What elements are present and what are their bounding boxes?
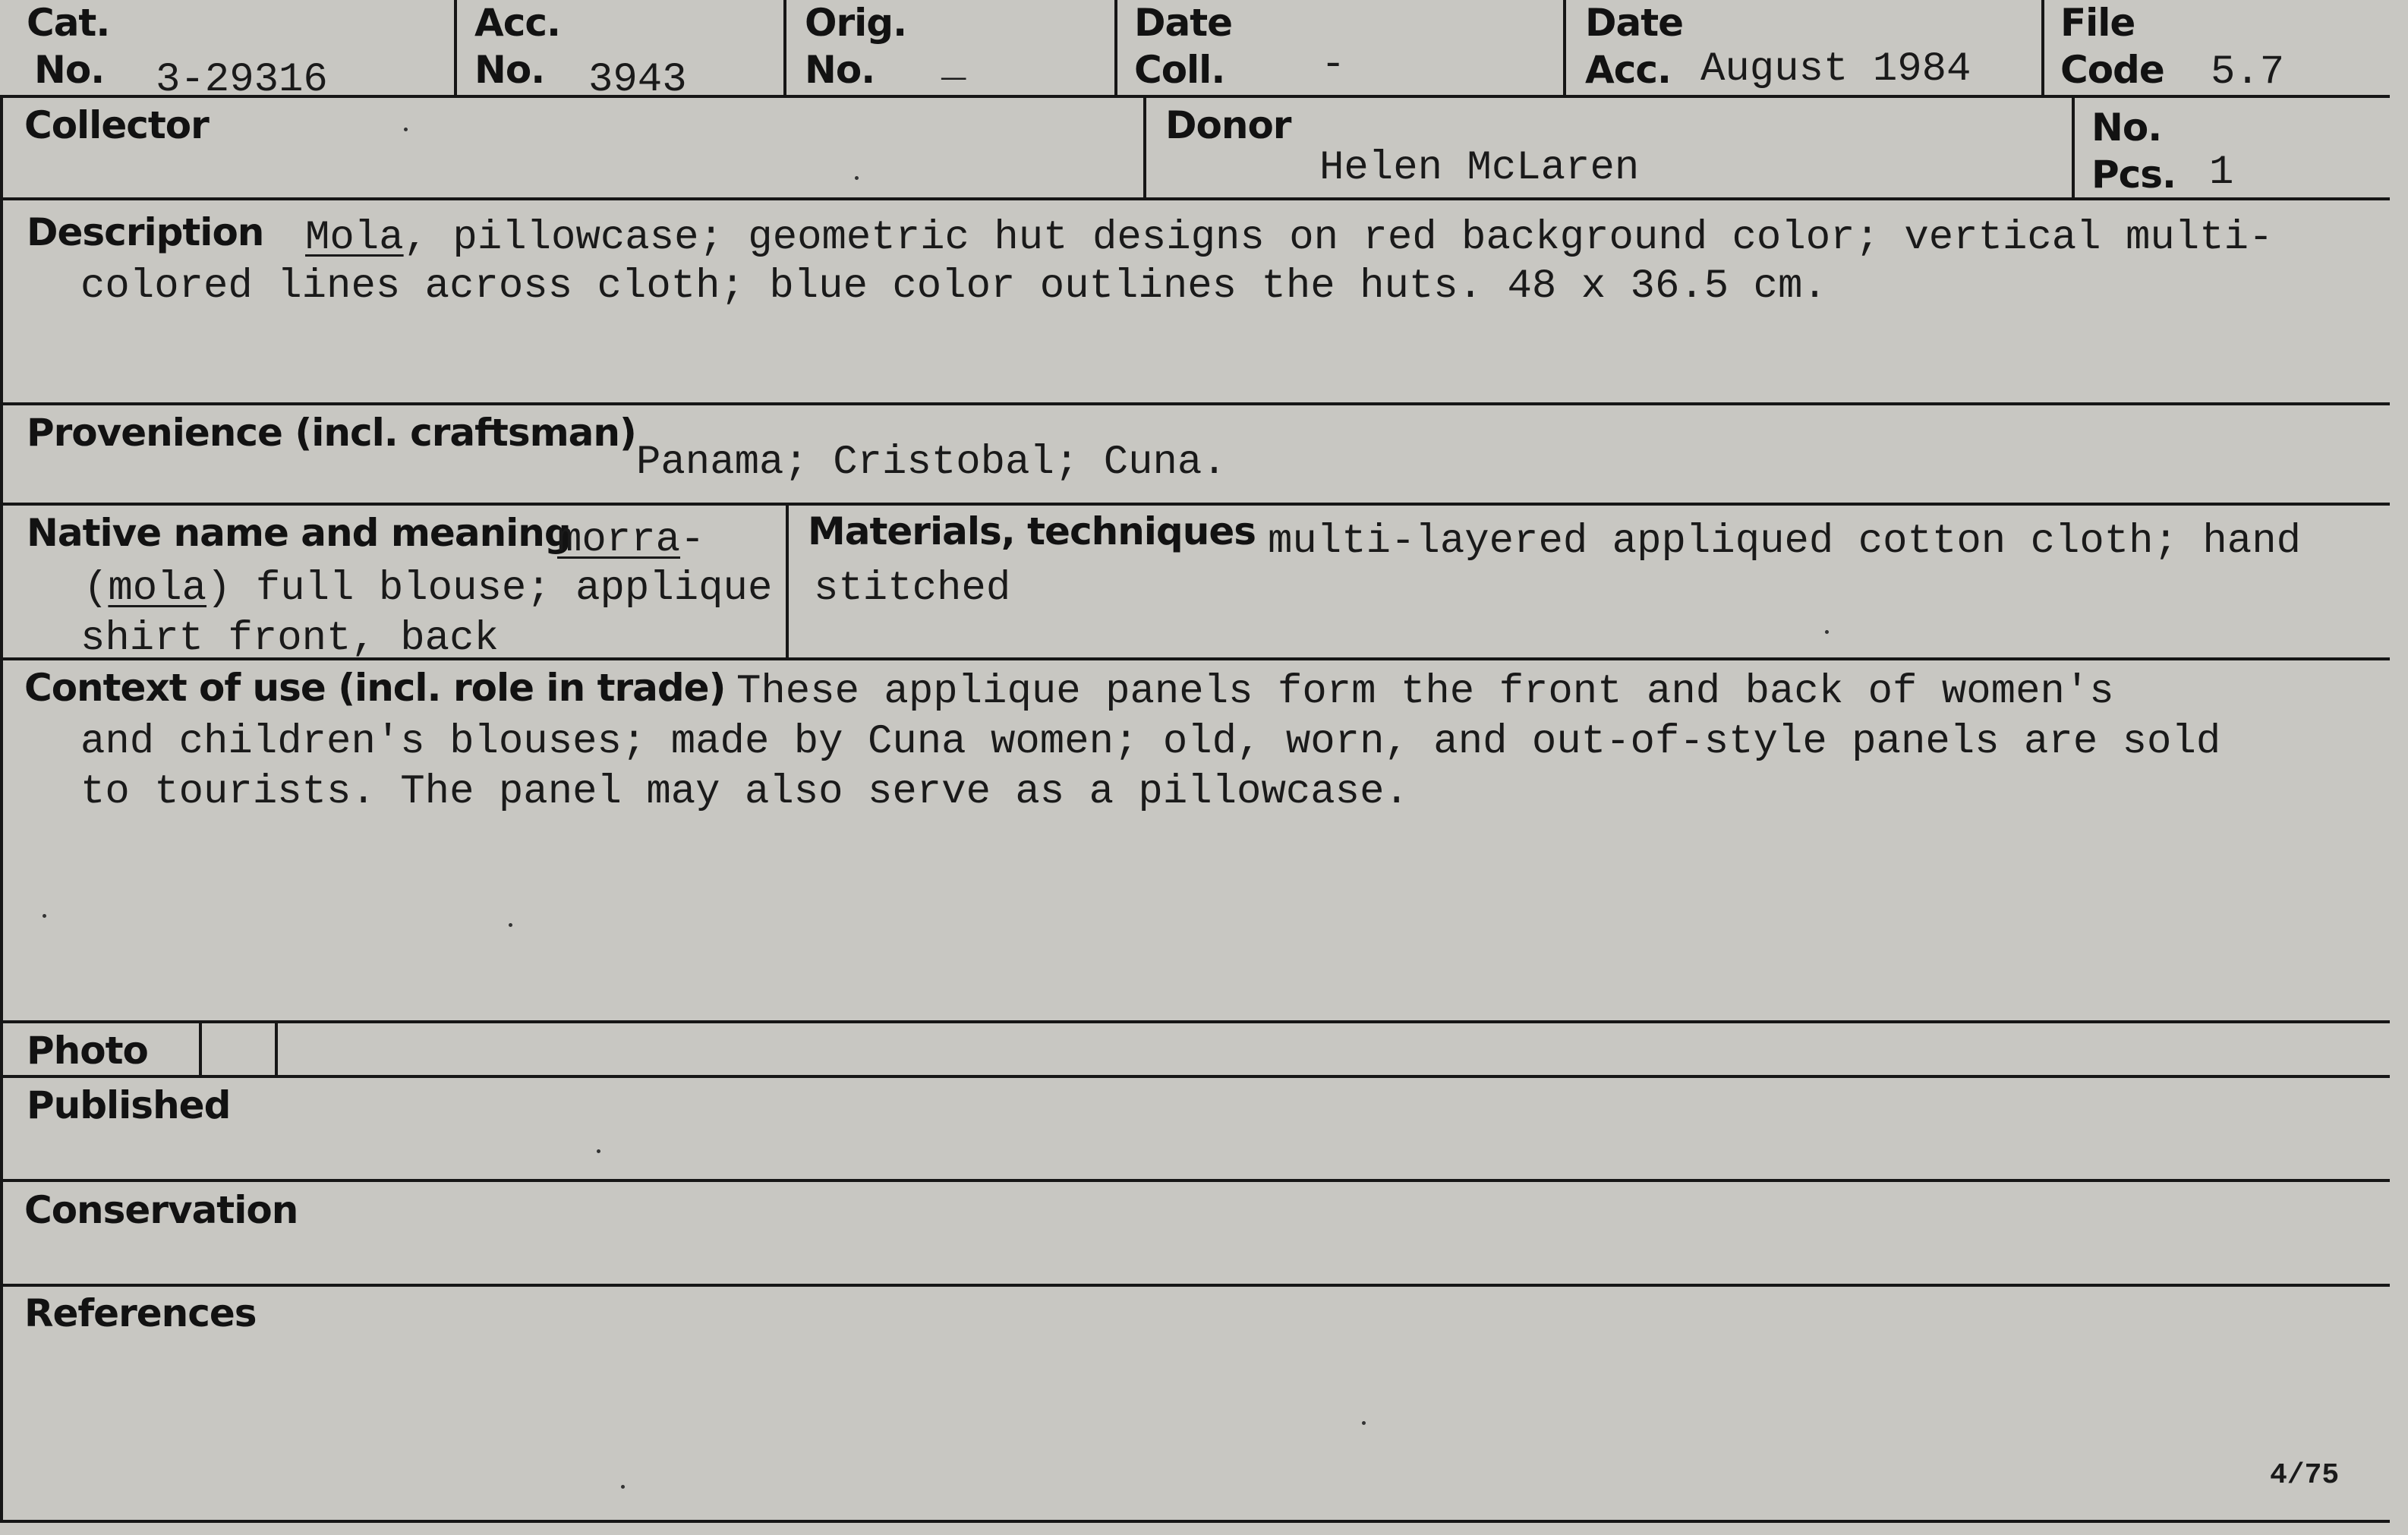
card-speck (404, 128, 408, 131)
card-speck (509, 923, 512, 927)
cat-label-1: Cat. (27, 1, 110, 45)
date-coll-value: - (1321, 42, 1346, 88)
donor-value: Helen McLaren (1319, 145, 1640, 191)
native-name-word-2: mola (108, 566, 207, 612)
acc-label-1: Acc. (474, 1, 560, 45)
photo-label: Photo (27, 1029, 148, 1073)
acc-value: 3943 (588, 57, 687, 103)
description-line-2: colored lines across cloth; blue color outlines the huts. 48 x 36.5 cm. (80, 263, 1827, 310)
date-acc-value: August 1984 (1700, 46, 1971, 93)
rule-header-div-2 (783, 0, 786, 97)
rule-context-bottom (0, 1020, 2390, 1023)
orig-label-2: No. (805, 48, 875, 92)
references-label: References (24, 1291, 257, 1335)
rule-published-bottom (0, 1179, 2390, 1182)
pieces-label-2: Pcs. (2091, 153, 2176, 197)
rule-provenience-bottom (0, 503, 2390, 506)
native-name-dash: - (680, 517, 705, 563)
cat-label-2: No. (34, 48, 105, 92)
rule-card-bottom (0, 1520, 2390, 1523)
orig-value: _ (941, 42, 966, 88)
card-speck (1362, 1421, 1366, 1425)
context-line-1: These applique panels form the front and back of women's (736, 669, 2114, 715)
native-name-label: Native name and meaning (27, 511, 571, 555)
native-name-line-1 (557, 516, 704, 565)
card-speck (597, 1149, 600, 1153)
published-label: Published (27, 1083, 231, 1127)
date-coll-label-2: Coll. (1134, 48, 1225, 92)
rule-header-div-4 (1563, 0, 1566, 97)
card-speck (855, 176, 859, 180)
pieces-value: 1 (2209, 150, 2234, 196)
rule-donor-div (2072, 95, 2075, 200)
cat-value: 3-29316 (156, 57, 328, 103)
date-acc-label-2: Acc. (1585, 48, 1671, 92)
native-name-word-1: morra (557, 517, 681, 563)
rule-collector-bottom (0, 197, 2390, 200)
collector-label: Collector (24, 103, 209, 147)
description-term: Mola (305, 215, 404, 261)
rule-collector-div (1143, 95, 1146, 200)
orig-label-1: Orig. (805, 1, 907, 45)
form-code: 4/75 (2270, 1459, 2340, 1492)
rule-photo-div-2 (275, 1020, 278, 1077)
rule-header-div-1 (454, 0, 457, 97)
native-name-line-2 (84, 565, 772, 613)
materials-line-1: multi-layered appliqued cotton cloth; hand (1268, 518, 2302, 565)
rule-native-div (786, 503, 789, 660)
file-code-label-2: Code (2060, 48, 2164, 92)
materials-line-2: stitched (814, 566, 1011, 612)
context-label: Context of use (incl. role in trade) (24, 666, 726, 710)
native-name-paren-open: ( (84, 566, 109, 612)
card-speck (43, 914, 46, 918)
date-coll-label-1: Date (1134, 1, 1233, 45)
conservation-label: Conservation (24, 1188, 298, 1232)
pieces-label-1: No. (2091, 106, 2162, 150)
rule-header-bottom (0, 95, 2390, 98)
rule-description-bottom (0, 402, 2390, 405)
card-speck (621, 1485, 625, 1489)
rule-left-edge (0, 95, 3, 1523)
rule-photo-div-1 (199, 1020, 202, 1077)
description-line-1-rest: , pillowcase; geometric hut designs on red background color; vertical multi- (403, 215, 2274, 261)
donor-label: Donor (1165, 103, 1291, 147)
provenience-label: Provenience (incl. craftsman) (27, 411, 636, 455)
acc-label-2: No. (474, 48, 545, 92)
provenience-value: Panama; Cristobal; Cuna. (636, 440, 1227, 486)
rule-conservation-bottom (0, 1284, 2390, 1287)
file-code-label-1: File (2060, 1, 2135, 45)
context-line-3: to tourists. The panel may also serve as a pillowcase. (80, 769, 1409, 815)
description-label: Description (27, 210, 264, 254)
native-name-line-2-rest: ) full blouse; applique (206, 566, 773, 612)
date-acc-label-1: Date (1585, 1, 1684, 45)
materials-label: Materials, techniques (808, 509, 1256, 553)
rule-photo-bottom (0, 1075, 2390, 1078)
rule-header-div-5 (2041, 0, 2044, 97)
context-line-2: and children's blouses; made by Cuna women; old, worn, and out-of-style panels are sold (80, 719, 2221, 765)
description-line-1 (305, 214, 2273, 263)
rule-header-div-3 (1114, 0, 1117, 97)
file-code-value: 5.7 (2211, 49, 2285, 96)
native-name-line-3: shirt front, back (80, 616, 499, 662)
card-speck (1825, 630, 1829, 634)
